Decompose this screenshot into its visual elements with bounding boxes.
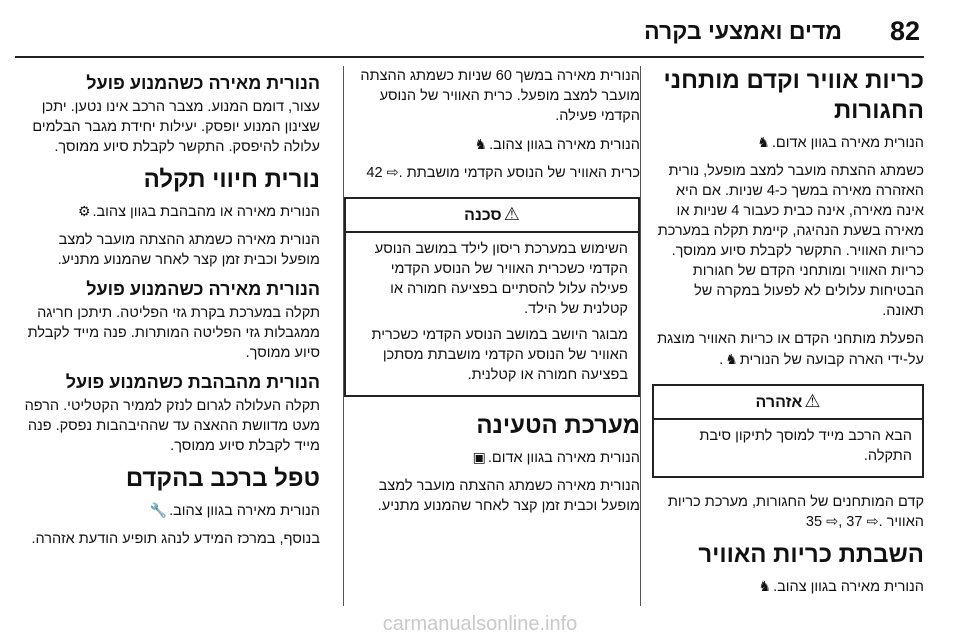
header-divider xyxy=(15,56,924,58)
warning-triangle-icon: ⚠ xyxy=(804,391,821,411)
cross-reference[interactable]: 42 ⇨. xyxy=(366,165,403,181)
danger-box xyxy=(344,197,640,397)
subheading: הנורית מאירה כשהמנוע פועל xyxy=(86,279,320,299)
wrench-car-icon: 🔧 xyxy=(149,502,168,518)
paragraph: הנורית מאירה בגוון אדום.♞ xyxy=(757,134,924,151)
paragraph: הנורית מאירה או מהבהבת בגוון צהוב.⚙ xyxy=(77,203,320,220)
warning-box xyxy=(652,384,924,478)
running-title: מדים ואמצעי בקרה xyxy=(644,18,842,44)
danger-box-title: ⚠סכנה xyxy=(346,199,638,233)
airbag-off-icon: ♞ xyxy=(474,136,488,152)
battery-icon: ▣ xyxy=(472,449,486,465)
section-heading-malfunction-light: נורית חיווי תקלה xyxy=(143,166,320,193)
warning-triangle-icon: ⚠ xyxy=(503,204,520,224)
danger-text: השימוש במערכת ריסון לילד במושב הנוסע הקדמי כשכרית האוויר של הנוסע הקדמי פעילה עלול להסתיים בפציעה חמורה או קטלנית של הילד. xyxy=(374,241,628,317)
paragraph: קדם המותחנים של החגורות, מערכת כריות האוויר 35 ⇨, 37 ⇨. xyxy=(667,494,924,530)
paragraph: תקלה במערכת בקרת גזי הפליטה. תיתכן חריגה ממגבלות גזי הפליטה המותרות. פנה מייד לקבלת סיוע ממוסך. xyxy=(27,305,320,361)
airbag-icon: ♞ xyxy=(757,134,770,150)
paragraph: הפעלת מותחני הקדם או כריות האוויר מוצגת על-ידי הארה קבועה של הנורית♞. xyxy=(657,331,924,368)
column-divider xyxy=(640,66,641,606)
paragraph: הנורית מאירה בגוון אדום.▣ xyxy=(472,449,640,466)
paragraph: הנורית מאירה בגוון צהוב.♞ xyxy=(758,578,924,595)
paragraph: הנורית מאירה במשך 60 שניות כשמתג ההצתה מועבר למצב מופעל. כרית האוויר של הנוסע הקדמי פעילה. xyxy=(360,68,640,124)
warning-text: הבא הרכב מייד למוסך לתיקון סיבת התקלה. xyxy=(699,428,912,464)
engine-icon: ⚙ xyxy=(77,203,91,219)
warning-box-title: ⚠אזהרה xyxy=(654,386,922,420)
page-header xyxy=(0,0,960,62)
section-heading-charging-system: מערכת הטעינה xyxy=(476,412,640,439)
airbag-icon: ♞ xyxy=(725,351,738,367)
paragraph: הנורית מאירה כשמתג ההצתה מועבר למצב מופעל וכבית זמן קצר לאחר שהמנוע מתניע. xyxy=(377,478,640,514)
paragraph: הנורית מאירה בגוון צהוב.🔧 xyxy=(149,502,320,519)
cross-reference[interactable]: 35 ⇨, 37 ⇨. xyxy=(805,514,883,530)
subheading: הנורית מהבהבת כשהמנוע פועל xyxy=(65,372,320,392)
right-column xyxy=(652,66,924,605)
airbag-off-icon: ♞ xyxy=(758,578,772,594)
subheading: הנורית מאירה כשהמנוע פועל xyxy=(86,73,320,93)
paragraph: בנוסף, במרכז המידע לנהג תופיע הודעת אזהרה. xyxy=(31,531,320,547)
paragraph: כרית האוויר של הנוסע הקדמי מושבתת 42 ⇨. xyxy=(366,165,640,181)
section-heading-airbag-deactivation: השבתת כריות האוויר xyxy=(698,541,924,568)
page-number: 82 xyxy=(889,16,920,46)
danger-text: מבוגר היושב במושב הנוסע הקדמי כשכרית האוויר של הנוסע הקדמי מושבתת מסתכן בפציעה חמורה או קטלנית. xyxy=(371,327,628,383)
paragraph: עצור, דומם המנוע. מצבר הרכב אינו נטען. יתכן שצינון המנוע יופסק. יעילות יחידת מגבר הבלמים עלולה להיפסק. התקשר לקבלת סיוע ממוסך. xyxy=(32,99,320,155)
section-heading-airbags: כריות אוויר וקדם מותחני החגורות xyxy=(663,67,924,124)
section-heading-service-soon: טפל ברכב בהקדם xyxy=(125,465,320,492)
paragraph: הנורית מאירה כשמתג ההצתה מועבר למצב מופעל וכבית זמן קצר לאחר שהמנוע מתניע. xyxy=(57,232,320,268)
paragraph: כשמתג ההצתה מועבר למצב מופעל, נורית האזהרה מאירה במשך כ-4 שניות. אם היא אינה מאירה, אינה כבית כעבור 4 שניות או מאירה בשעת הנהיגה, קיימת תקלה במערכת כריות האוויר. התקשר לקבלת סיוע ממוסך. כריות האוויר ומותחני הקדם של חגורות הבטיחות עלולים לא לפעול במקרה של תאונה. xyxy=(657,163,924,319)
paragraph: הנורית מאירה בגוון צהוב.♞ xyxy=(474,136,640,153)
middle-column xyxy=(344,66,640,524)
paragraph: תקלה העלולה לגרום לנזק לממיר הקטליטי. הרפה מעט מדוושת ההאצה עד שההיבהבות נפסק. פנה מייד לקבלת סיוע ממוסך. xyxy=(24,398,320,454)
left-column xyxy=(16,66,320,557)
watermark: carmanualsonline.info xyxy=(382,613,578,635)
